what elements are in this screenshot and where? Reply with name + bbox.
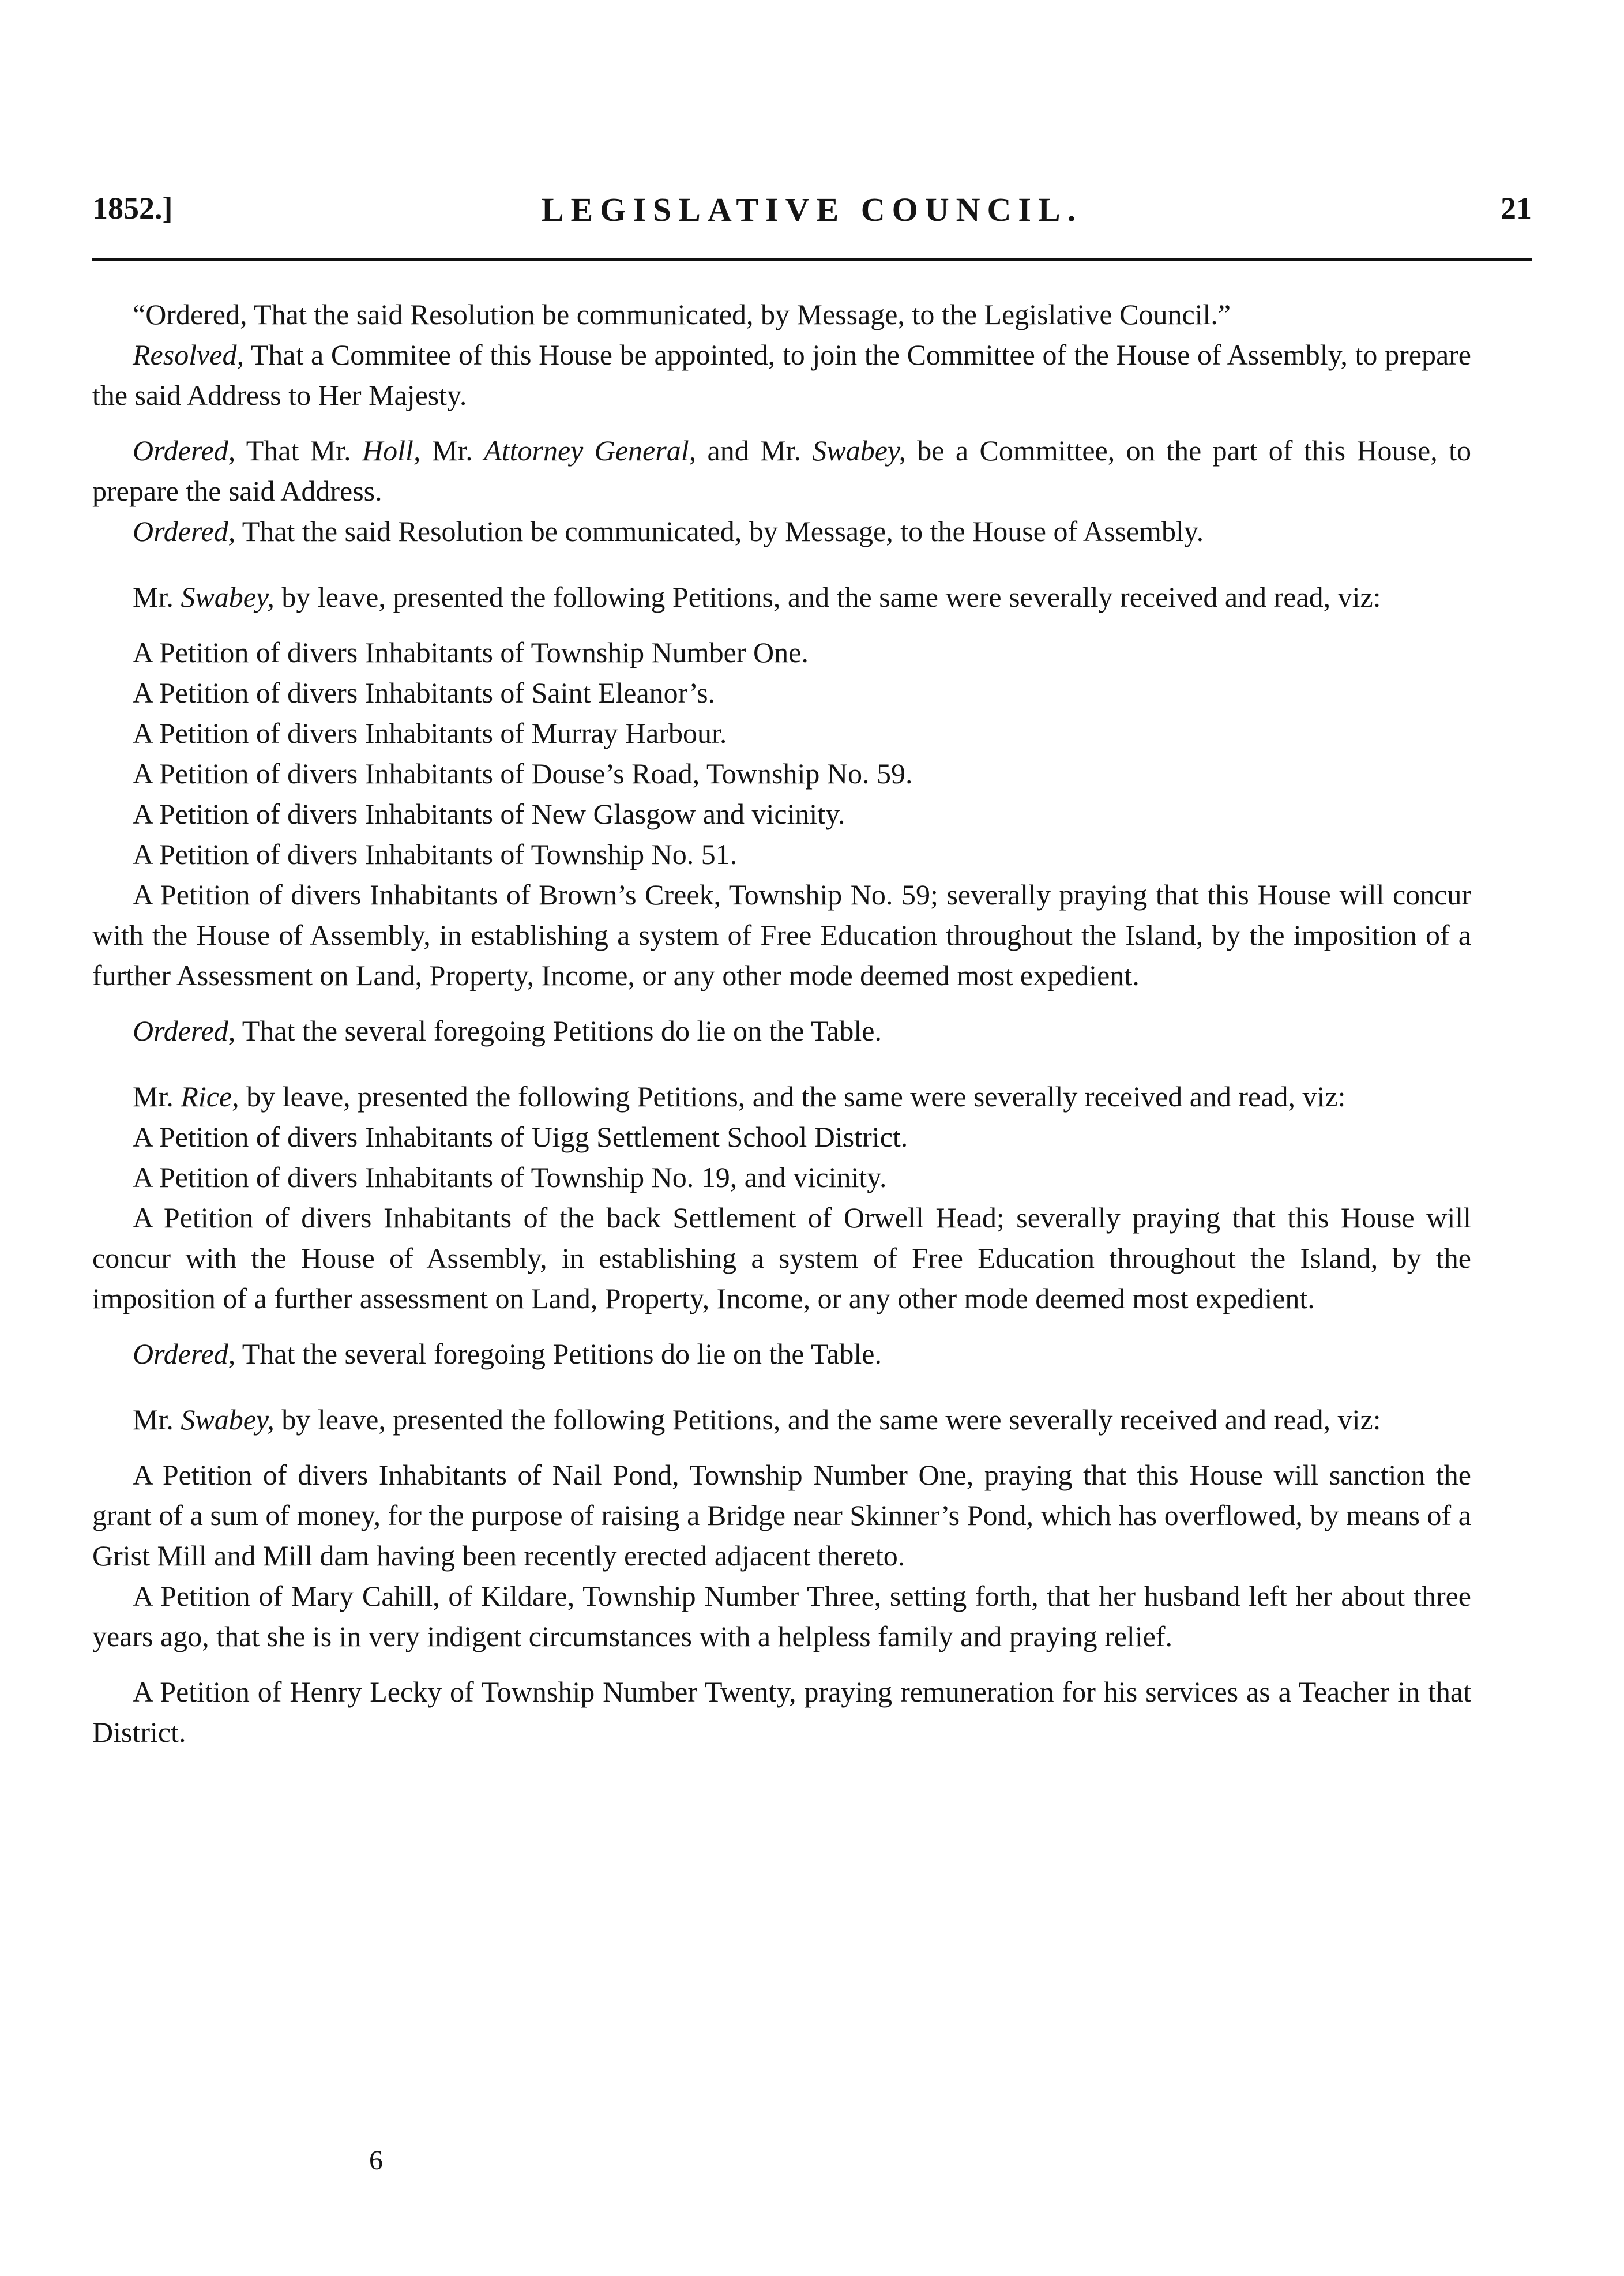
text-run: A Petition of divers Inhabitants of Brown’s Creek, Township No. 59; severally praying that this House will concur with the House of Assembly, in establishing a system of Free Education throughout the Island, by the imposition of a further Assessment on Land, Property, Income, or any other mode deemed most expedient.	[92, 878, 1471, 991]
petition-entry	[92, 1672, 1471, 1752]
text-run: “Ordered, That the said Resolution be communicated, by Message, to the Legislative Council.”	[133, 298, 1231, 330]
petition-entry	[92, 794, 1471, 834]
header-rule	[92, 258, 1532, 261]
paragraph	[92, 294, 1471, 335]
text-run: Mr.	[133, 581, 181, 613]
page-number: 21	[1501, 191, 1532, 226]
petition-entry	[92, 1455, 1471, 1576]
petition-entry	[92, 1117, 1471, 1157]
text-run: A Petition of divers Inhabitants of Township No. 51.	[133, 838, 738, 870]
paragraph	[92, 577, 1471, 617]
text-run: be a Committee, on the part of this House, to prepare the said Address.	[92, 434, 1472, 507]
italic-term: Ordered,	[133, 515, 236, 547]
italic-term: Holl,	[362, 434, 421, 467]
petition-entry	[92, 632, 1471, 673]
text-run: by leave, presented the following Petitions, and the same were severally received and read, viz:	[274, 581, 1381, 613]
italic-term: Ordered,	[133, 1338, 236, 1370]
text-run: That the several foregoing Petitions do lie on the Table.	[235, 1015, 882, 1047]
text-run: A Petition of divers Inhabitants of Uigg Settlement School District.	[133, 1121, 908, 1153]
text-run: and Mr.	[696, 434, 813, 467]
italic-term: Resolved,	[133, 339, 244, 371]
signature-mark: 6	[369, 2145, 383, 2176]
paragraph	[92, 430, 1471, 511]
page-year: 1852.]	[92, 191, 173, 226]
petition-entry	[92, 713, 1471, 753]
text-run: A Petition of divers Inhabitants of Douse’s Road, Township No. 59.	[133, 757, 913, 790]
italic-term: Ordered,	[133, 434, 236, 467]
petition-entry	[92, 1576, 1471, 1657]
paragraph	[92, 335, 1471, 415]
italic-term: Rice,	[181, 1080, 239, 1113]
petition-entry	[92, 753, 1471, 794]
document-body	[92, 294, 1471, 1752]
text-run: by leave, presented the following Petitions, and the same were severally received and read, viz:	[239, 1080, 1346, 1113]
text-run: A Petition of Mary Cahill, of Kildare, Township Number Three, setting forth, that her husband left her about three years ago, that she is in very indigent circumstances with a helpless family and praying relief.	[92, 1580, 1471, 1652]
text-run: That the said Resolution be communicated, by Message, to the House of Assembly.	[235, 515, 1204, 547]
text-run: That a Commitee of this House be appointed, to join the Committee of the House of Assembly, to prepare the said Address to Her Majesty.	[92, 339, 1471, 411]
text-run: Mr.	[420, 434, 484, 467]
petition-entry	[92, 673, 1471, 713]
text-run: by leave, presented the following Petitions, and the same were severally received and read, viz:	[274, 1403, 1381, 1436]
petition-entry	[92, 874, 1471, 996]
text-run: A Petition of divers Inhabitants of New Glasgow and vicinity.	[133, 798, 845, 830]
italic-term: Ordered,	[133, 1015, 236, 1047]
text-run: A Petition of divers Inhabitants of Township No. 19, and vicinity.	[133, 1161, 887, 1193]
paragraph	[92, 1334, 1471, 1374]
running-head: LEGISLATIVE COUNCIL.	[541, 191, 1083, 228]
text-run: That Mr.	[235, 434, 363, 467]
text-run: A Petition of divers Inhabitants of Township Number One.	[133, 636, 809, 668]
paragraph	[92, 1399, 1471, 1440]
text-run: A Petition of divers Inhabitants of Nail Pond, Township Number One, praying that this House will sanction the grant of a sum of money, for the purpose of raising a Bridge near Skinner’s Pond, which has overflowed, by means of a Grist Mill and Mill dam having been recently erected adjacent thereto.	[92, 1459, 1471, 1572]
italic-term: Swabey,	[181, 581, 275, 613]
petition-entry	[92, 1197, 1471, 1319]
text-run: A Petition of Henry Lecky of Township Number Twenty, praying remuneration for his services as a Teacher in that District.	[92, 1676, 1471, 1748]
text-run: That the several foregoing Petitions do lie on the Table.	[235, 1338, 882, 1370]
petition-entry	[92, 834, 1471, 874]
petition-entry	[92, 1157, 1471, 1197]
paragraph	[92, 1076, 1471, 1117]
paragraph	[92, 1011, 1471, 1051]
italic-term: Attorney General,	[484, 434, 697, 467]
text-run: A Petition of divers Inhabitants of the back Settlement of Orwell Head; severally praying that this House will concur with the House of Assembly, in establishing a system of Free Education throughout the Island, by the imposition of a further assessment on Land, Property, Income, or any other mode deemed most expedient.	[92, 1201, 1471, 1314]
text-run: A Petition of divers Inhabitants of Murray Harbour.	[133, 717, 727, 749]
italic-term: Swabey,	[812, 434, 906, 467]
text-run: A Petition of divers Inhabitants of Saint Eleanor’s.	[133, 677, 716, 709]
paragraph	[92, 511, 1471, 551]
page-header	[92, 190, 1532, 236]
text-run: Mr.	[133, 1403, 181, 1436]
italic-term: Swabey,	[181, 1403, 275, 1436]
text-run: Mr.	[133, 1080, 181, 1113]
